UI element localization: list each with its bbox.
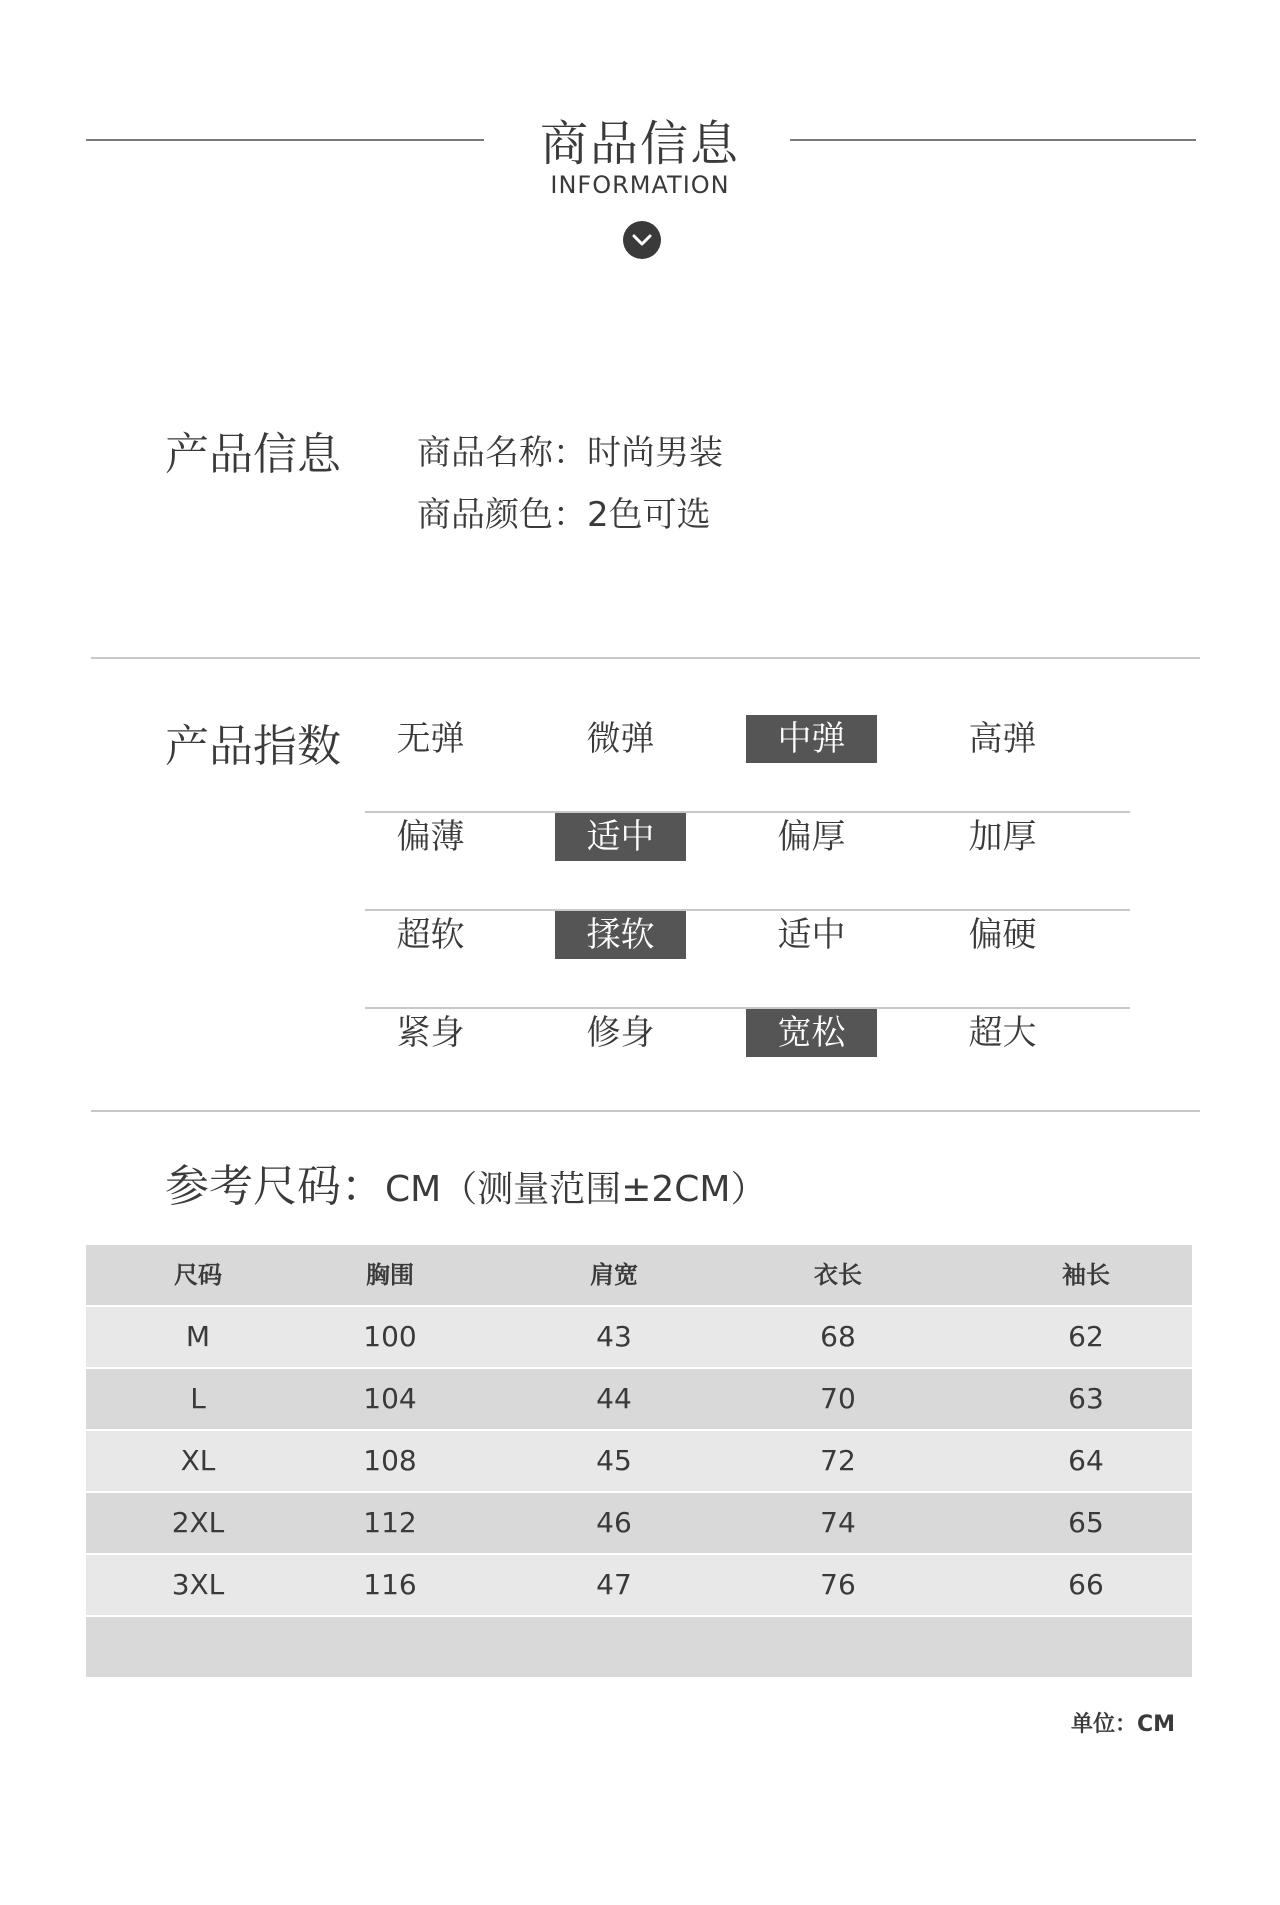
table-cell: 76 [820, 1568, 856, 1601]
header-title: 商品信息 [539, 116, 740, 172]
table-cell: 43 [596, 1320, 632, 1353]
index-option: 偏硬 [968, 915, 1037, 955]
table-cell: 66 [1068, 1568, 1104, 1601]
table-cell: 63 [1068, 1382, 1104, 1415]
table-cell: 116 [363, 1568, 417, 1601]
table-row [86, 1431, 1192, 1493]
index-option-selected: 适中 [555, 813, 686, 861]
table-header-cell: 尺码 [174, 1261, 222, 1289]
chevron-down-circle-icon [623, 221, 661, 259]
table-cell: 68 [820, 1320, 856, 1353]
index-row [365, 715, 1130, 813]
index-row [365, 813, 1130, 911]
index-option: 修身 [586, 1013, 655, 1053]
table-cell: 3XL [171, 1568, 225, 1601]
index-row [365, 1009, 1130, 1107]
size-chart-title-main: 参考尺码： [165, 1161, 385, 1212]
size-table [86, 1245, 1192, 1677]
index-option: 高弹 [968, 719, 1037, 759]
table-row [86, 1369, 1192, 1431]
unit-label: 单位：CM [1070, 1712, 1175, 1737]
product-color-line: 商品颜色：2色可选 [417, 495, 711, 535]
table-cell: 112 [363, 1506, 417, 1539]
index-row [365, 911, 1130, 1009]
size-chart-title [165, 1150, 766, 1214]
table-header-cell: 肩宽 [590, 1261, 638, 1289]
table-header-cell: 袖长 [1062, 1261, 1110, 1289]
table-cell: 70 [820, 1382, 856, 1415]
table-cell: 74 [820, 1506, 856, 1539]
table-cell: 64 [1068, 1444, 1104, 1477]
table-cell: 108 [363, 1444, 417, 1477]
table-cell: 45 [596, 1444, 632, 1477]
table-cell: 100 [363, 1320, 417, 1353]
table-cell: 62 [1068, 1320, 1104, 1353]
table-cell: 104 [363, 1382, 417, 1415]
index-option-selected: 中弹 [746, 715, 877, 763]
product-index-title: 产品指数 [165, 721, 341, 772]
table-header-cell: 衣长 [814, 1261, 862, 1289]
index-option: 加厚 [968, 817, 1037, 857]
table-cell: 72 [820, 1444, 856, 1477]
table-cell: L [190, 1382, 206, 1415]
index-option: 偏薄 [396, 817, 465, 857]
index-option: 超大 [968, 1013, 1037, 1053]
product-info-title: 产品信息 [165, 429, 341, 480]
table-cell: 46 [596, 1506, 632, 1539]
index-option: 超软 [396, 915, 465, 955]
table-row [86, 1307, 1192, 1369]
table-cell: M [185, 1320, 211, 1353]
table-cell: XL [180, 1444, 216, 1477]
index-option-selected: 宽松 [746, 1009, 877, 1057]
table-header-cell: 胸围 [366, 1261, 414, 1289]
size-chart-title-suffix: CM（测量范围±2CM） [385, 1169, 767, 1210]
table-cell: 44 [596, 1382, 632, 1415]
index-option: 适中 [777, 915, 846, 955]
index-option: 微弹 [586, 719, 655, 759]
index-option-selected: 揉软 [555, 911, 686, 959]
index-option: 紧身 [396, 1013, 465, 1053]
table-blank-row [86, 1617, 1192, 1677]
table-cell: 65 [1068, 1506, 1104, 1539]
table-row [86, 1493, 1192, 1555]
divider [91, 657, 1200, 659]
table-cell: 2XL [171, 1506, 225, 1539]
index-option: 偏厚 [777, 817, 846, 857]
index-option: 无弹 [396, 719, 465, 759]
header-subtitle: INFORMATION [550, 171, 730, 199]
product-name-line: 商品名称：时尚男装 [417, 433, 723, 473]
table-header-row [86, 1245, 1192, 1307]
divider [91, 1110, 1200, 1112]
table-row [86, 1555, 1192, 1617]
table-cell: 47 [596, 1568, 632, 1601]
